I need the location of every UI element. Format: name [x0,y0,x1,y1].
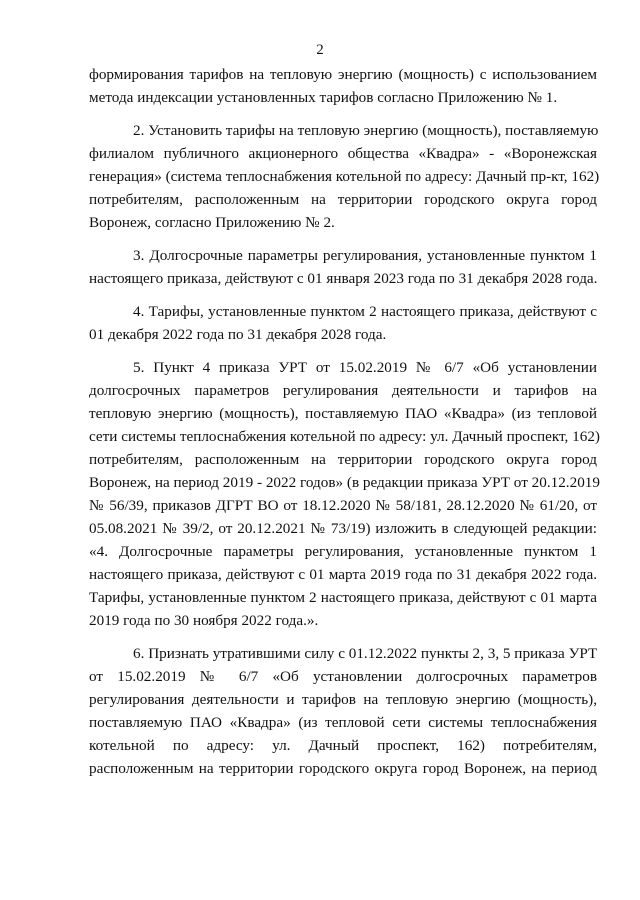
text-line: Тарифы, установленные пунктом 2 настоящего приказа, действуют с 01 марта [89,589,597,606]
text-line: расположенным на территории городского округа город Воронеж, на период [89,760,597,777]
text-line: 6. Признать утратившими силу с 01.12.2022 пункты 2, 3, 5 приказа УРТ [133,645,598,662]
text-line: Воронеж, на период 2019 - 2022 годов» (в редакции приказа УРТ от 20.12.2019 [89,474,600,491]
paragraph-3 [89,244,597,290]
text-line: № 56/39, приказов ДГРТ ВО от 18.12.2020 № 58/181, 28.12.2020 № 61/20, от [89,497,597,514]
paragraph-6 [89,642,597,780]
text-line: сети системы теплоснабжения котельной по адресу: ул. Дачный проспект, 162) [89,428,600,445]
text-line: 3. Долгосрочные параметры регулирования, установленные пунктом 1 [133,247,597,264]
paragraph-5 [89,356,600,632]
text-line: регулирования деятельности и тарифов на тепловую энергию (мощность), [89,691,597,708]
paragraph-4 [89,300,597,346]
text-line: 01 декабря 2022 года по 31 декабря 2028 года. [89,326,387,343]
page-number: 2 [316,42,324,58]
document-body [89,63,600,790]
text-line: «4. Долгосрочные параметры регулирования, установленные пунктом 1 [89,543,597,560]
text-line: от 15.02.2019 № 6/7 «Об установлении долгосрочных параметров [89,668,597,685]
paragraph-1-continuation [89,63,597,109]
text-line: 5. Пункт 4 приказа УРТ от 15.02.2019 № 6/7 «Об установлении [133,359,597,376]
text-line: филиалом публичного акционерного общества «Квадра» - «Воронежская [89,145,597,162]
text-line: настоящего приказа, действуют с 01 марта 2019 года по 31 декабря 2022 года. [89,566,597,583]
text-line: генерация» (система теплоснабжения котельной по адресу: Дачный пр-кт, 162) [89,168,600,185]
text-line: 2. Установить тарифы на тепловую энергию (мощность), поставляемую [133,122,599,139]
text-line: настоящего приказа, действуют с 01 января 2023 года по 31 декабря 2028 года. [89,270,598,287]
paragraph-2 [89,119,600,234]
text-line: тепловую энергию (мощность), поставляемую ПАО «Квадра» (из тепловой [89,405,597,422]
text-line: котельной по адресу: ул. Дачный проспект, 162) потребителям, [89,737,597,754]
text-line: Воронеж, согласно Приложению № 2. [89,214,335,231]
text-line: 2019 года по 30 ноября 2022 года.». [89,612,319,629]
text-line: метода индексации установленных тарифов согласно Приложению № 1. [89,89,558,106]
text-line: формирования тарифов на тепловую энергию (мощность) с использованием [89,66,597,83]
text-line: поставляемую ПАО «Квадра» (из тепловой сети системы теплоснабжения [89,714,597,731]
text-line: 4. Тарифы, установленные пунктом 2 настоящего приказа, действуют с [133,303,597,320]
text-line: потребителям, расположенным на территории городского округа город [89,451,597,468]
text-line: 05.08.2021 № 39/2, от 20.12.2021 № 73/19) изложить в следующей редакции: [89,520,597,537]
text-line: потребителям, расположенным на территории городского округа город [89,191,597,208]
text-line: долгосрочных параметров регулирования деятельности и тарифов на [89,382,597,399]
